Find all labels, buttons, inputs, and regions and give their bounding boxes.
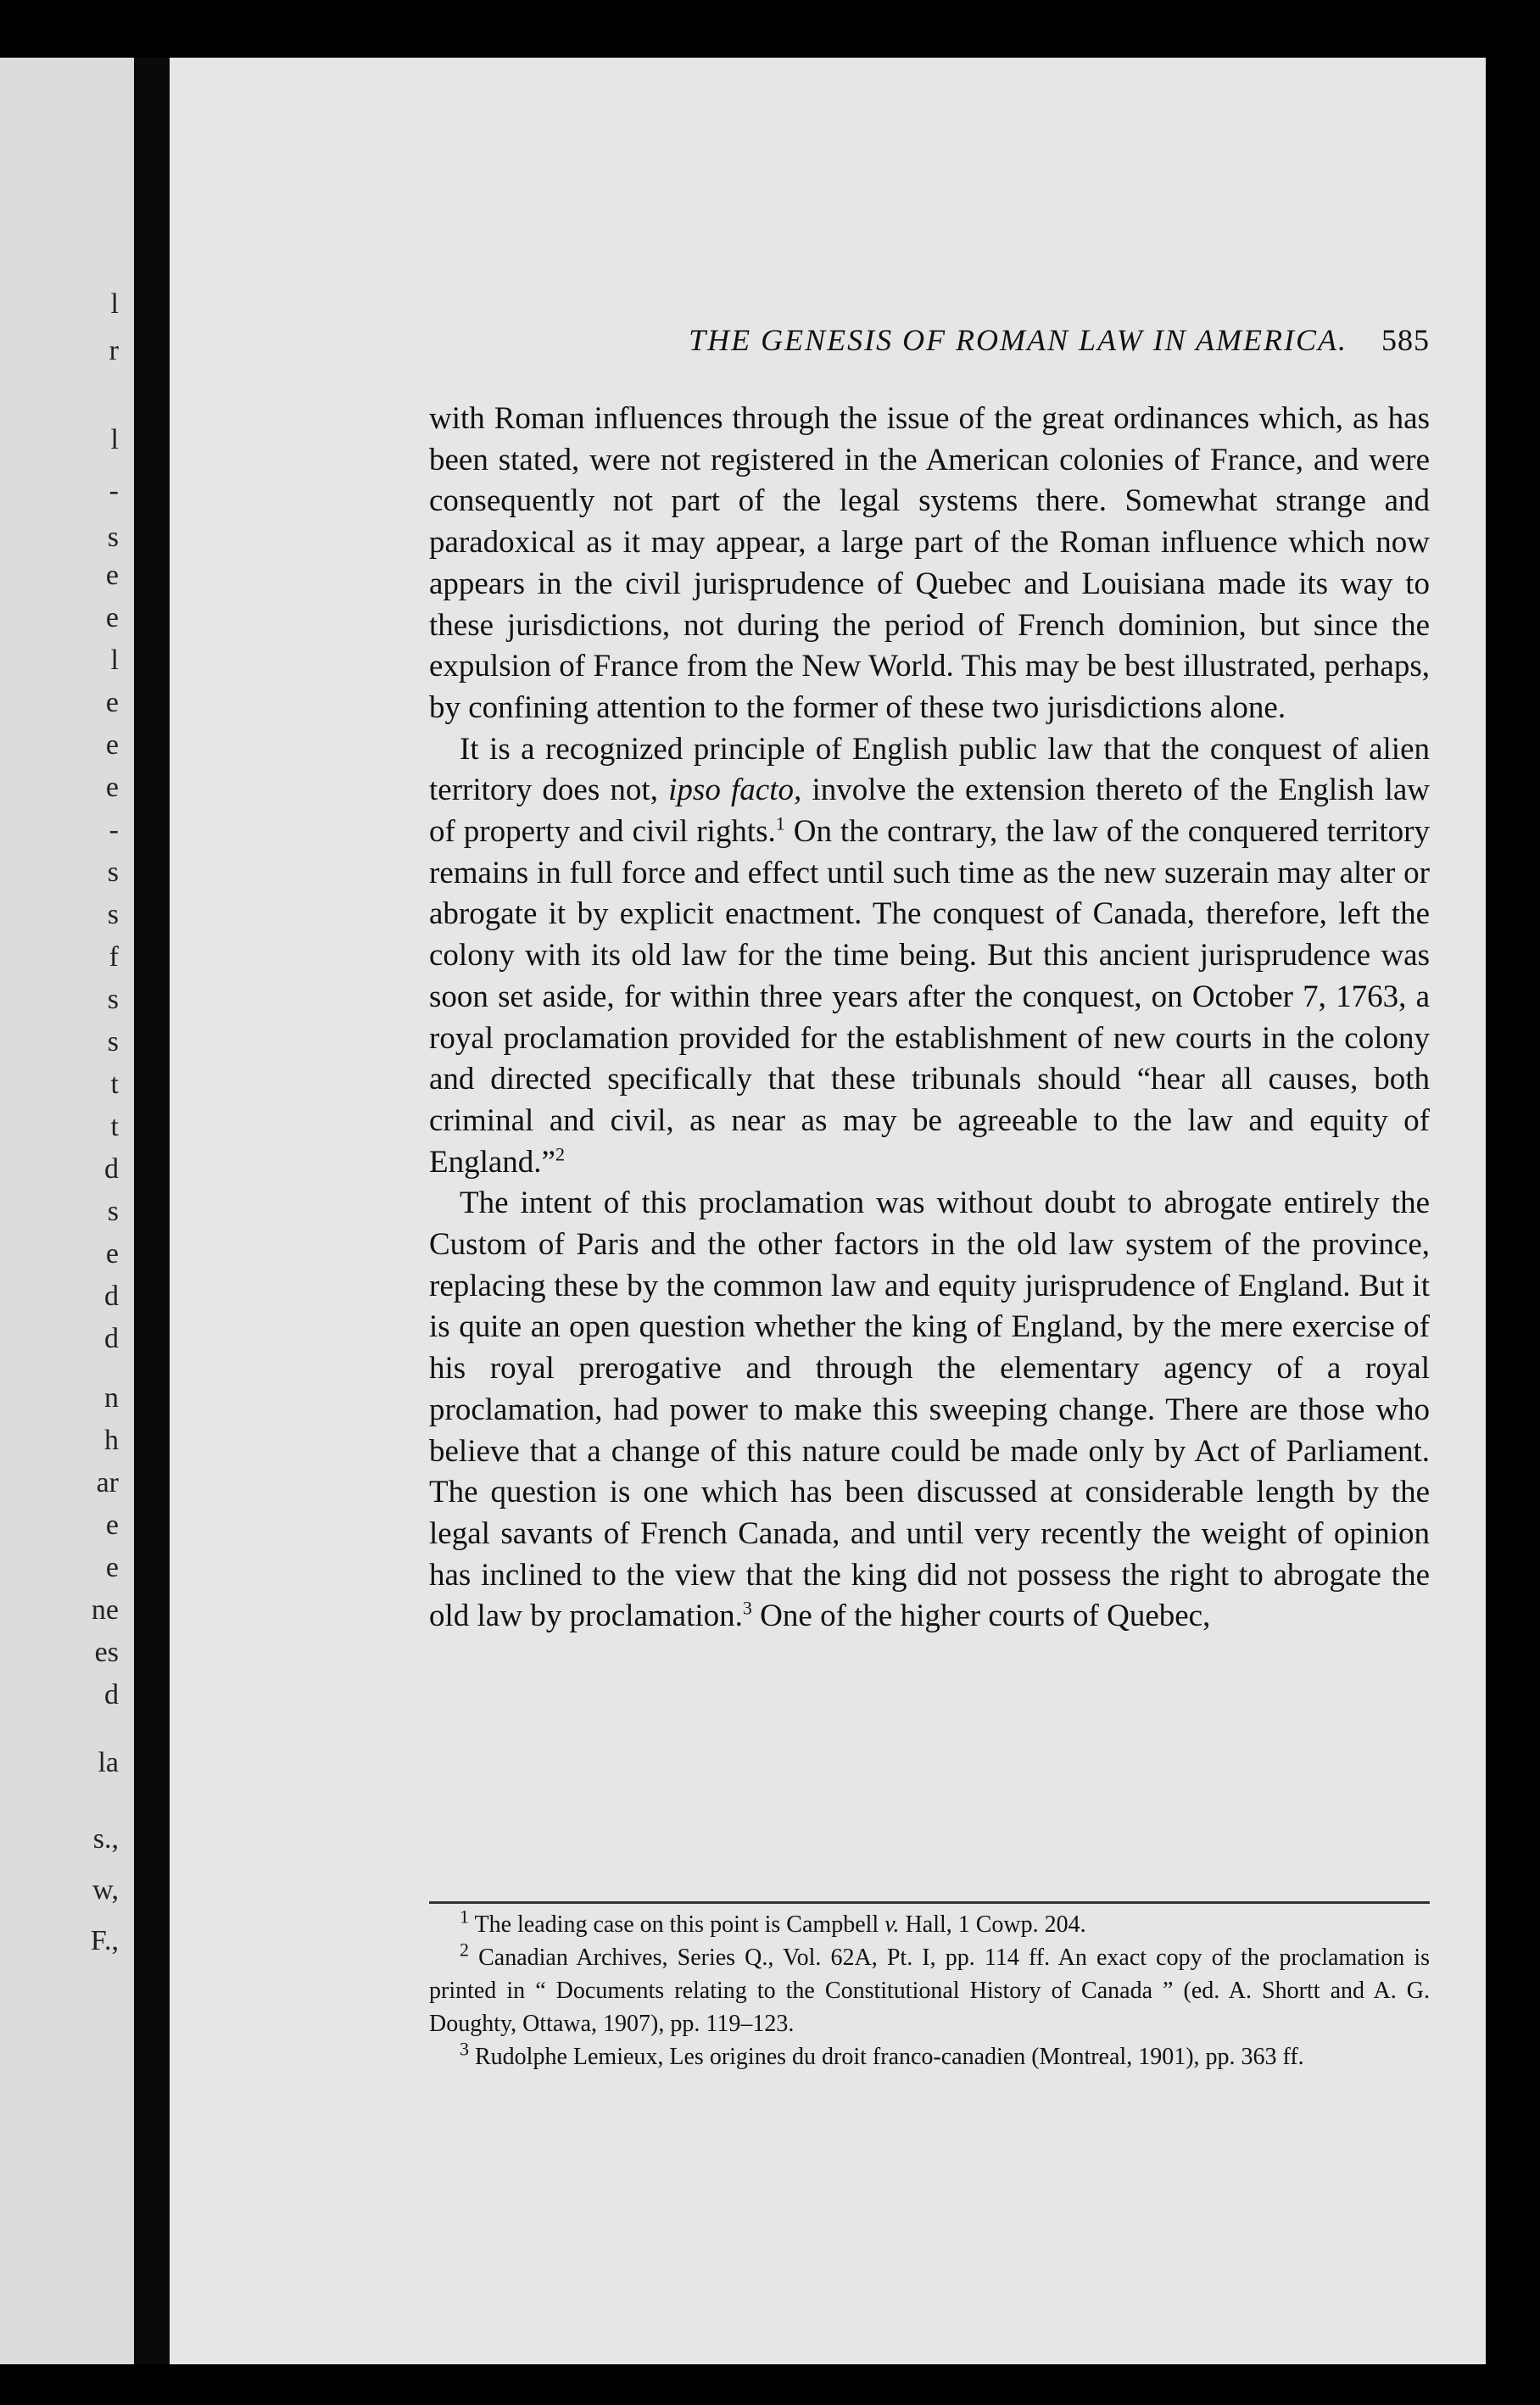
facing-page-fragment: e: [105, 602, 119, 633]
footnote-rule: [429, 1901, 1430, 1904]
paragraph-3: The intent of this proclamation was without doubt to abrogate entirely the Custom of Paris and the other factors in the old law system of the province, replacing these by the common law and equity jurisprudence of England. But it is quite an open question whether the king of England, by the mere exercise of his royal prerogative and through the elementary agency of a royal proclamation, had power to make this sweeping change. There are those who believe that a change of this nature could be made only by Act of Parliament. The question is one which has been discussed at considerable length by the legal savants of French Canada, and until very recently the weight of opinion has inclined to the view that the king did not possess the right to abrogate the old law by proclamation.$^3$ One of the higher courts of Quebec,: [429, 1186, 1430, 1634]
facing-page-fragment: s: [107, 857, 119, 888]
facing-page-fragment: d: [104, 1679, 119, 1710]
body-text: [429, 399, 1430, 1638]
footnote-ref-3: 3: [742, 1598, 752, 1620]
facing-page-fragment: l: [110, 288, 119, 320]
facing-page-fragment: d: [104, 1153, 119, 1185]
footnote-ref-1: 1: [775, 812, 785, 834]
facing-page-fragment: s: [107, 984, 119, 1015]
facing-page-fragment: ne: [91, 1594, 119, 1626]
facing-page-fragment: d: [104, 1281, 119, 1312]
facing-page-fragment: -: [109, 475, 119, 506]
paragraph-1: with Roman influences through the issue of the great ordinances which, as has been stated, were not registered in the American colonies of France, and were consequently not part of the legal systems there. Somewhat strange and paradoxical as it may appear, a large part of the Roman influence which now appears in the civil jurisprudence of Quebec and Louisiana made its way to these jurisdictions, not during the period of French dominion, but since the expulsion of France from the New World. This may be best illustrated, perhaps, by confining attention to the former of these two jurisdictions alone.: [429, 401, 1430, 725]
paragraph-2: It is a recognized principle of English public law that the conquest of alien territory does not, ipso facto, involve the extension thereto of the English law of property and civil rights.$^1$ On the contrary, the law of the conquered territory remains in full force and effect until such time as the new suzerain may alter or abrogate it by explicit enactment. The conquest of Canada, therefore, left the colony with its old law for the time being. But this ancient jurisprudence was soon set aside, for within three years after the conquest, on October 7, 1763, a royal proclamation provided for the establishment of new courts in the colony and directed specifically that these tribunals should “hear all causes, both criminal and civil, as near as may be agreeable to the law and equity of England.”$^2$: [429, 731, 1431, 1180]
facing-page-fragment: e: [105, 1509, 119, 1541]
facing-page-fragment: h: [104, 1425, 119, 1456]
footnote-ref-2: 2: [555, 1143, 565, 1165]
facing-page-fragment: f: [109, 941, 119, 973]
book-page: [170, 58, 1486, 2364]
facing-page-fragment: s: [107, 1026, 119, 1057]
facing-page-fragment: e: [105, 687, 119, 718]
facing-page-fragment: r: [109, 335, 119, 366]
facing-page-fragment: -: [109, 814, 119, 845]
facing-page-fragment: s: [107, 1196, 119, 1227]
running-head: [429, 322, 1430, 373]
facing-page-fragment: s: [107, 522, 119, 553]
facing-page-fragment: e: [105, 772, 119, 803]
facing-page-fragment: d: [104, 1323, 119, 1354]
facing-page-fragment: F.,: [90, 1925, 119, 1956]
facing-page-edge: [0, 58, 134, 2364]
facing-page-fragment: e: [105, 729, 119, 761]
facing-page-fragment: w,: [92, 1874, 119, 1906]
facing-page-fragment: e: [105, 560, 119, 591]
facing-page-fragment: t: [110, 1111, 119, 1142]
facing-page-fragment: n: [104, 1382, 119, 1414]
facing-page-fragment: t: [110, 1069, 119, 1100]
facing-page-fragment: es: [94, 1637, 119, 1668]
facing-page-fragment: l: [110, 644, 119, 676]
facing-page-fragment: ar: [96, 1467, 119, 1498]
facing-page-fragment: e: [105, 1238, 119, 1269]
facing-page-fragment: s: [107, 899, 119, 930]
page-number: 585: [1381, 323, 1430, 357]
footnote-3: $^3$ Rudolphe Lemieux, Les origines du droit franco-canadien (Montreal, 1901), pp. 363 ff.: [460, 2038, 1304, 2070]
facing-page-fragment: e: [105, 1552, 119, 1583]
facing-page-fragment: s.,: [92, 1823, 119, 1855]
running-title: THE GENESIS OF ROMAN LAW IN AMERICA.: [689, 323, 1348, 357]
footnote-2: $^2$ Canadian Archives, Series Q., Vol. 62A, Pt. I, pp. 114 ff. An exact copy of the proclamation is printed in “ Documents relating to the Constitutional History of Canada ” (ed. A. Shortt and A. G. Doughty, Ottawa, 1907), pp. 119–123.: [429, 1939, 1430, 2037]
binding-gutter: [134, 58, 170, 2364]
facing-page-fragment: l: [110, 424, 119, 455]
facing-page-fragment: la: [98, 1747, 119, 1778]
footnote-1: $^1$ The leading case on this point is Campbell v. Hall, 1 Cowp. 204.: [460, 1906, 1086, 1938]
footnotes: [429, 1908, 1430, 2073]
